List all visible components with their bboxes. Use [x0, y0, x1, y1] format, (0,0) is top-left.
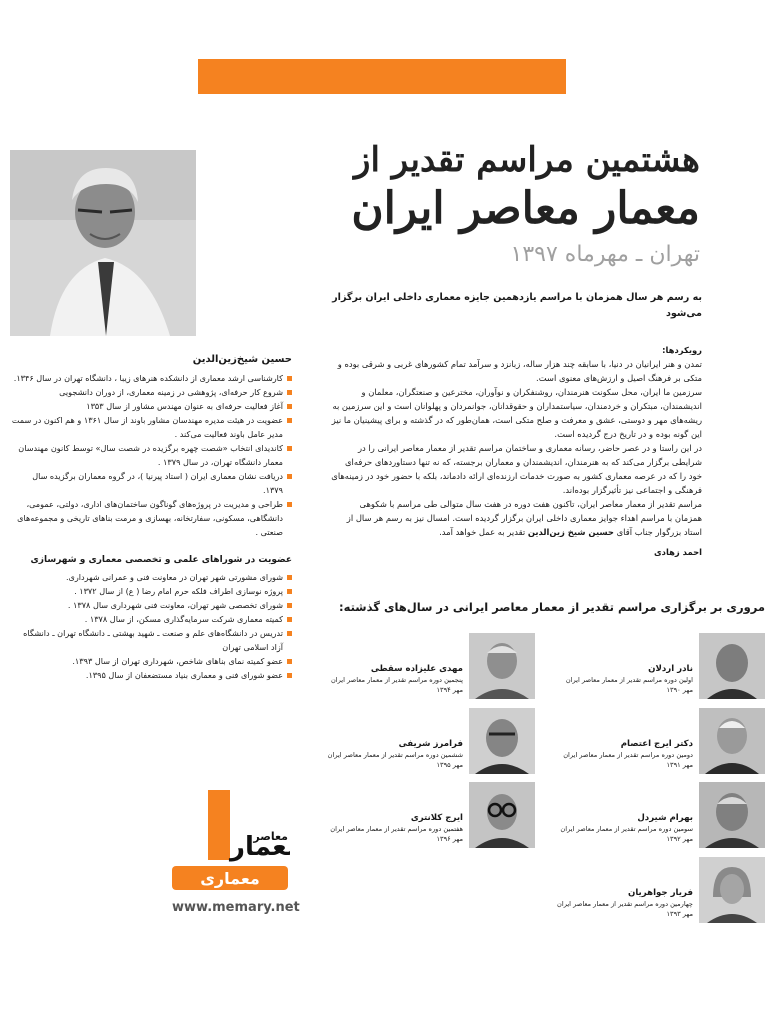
bio-item: عضویت در هیئت مدیره مهندسان مشاور باوند از سال ۱۳۶۱ و هم اکنون در سمت مدیر عامل باوند فعالیت می‌کند .: [10, 413, 292, 441]
laureate-name: دکتر ایرج اعتصام: [620, 739, 693, 749]
membership-item: پروژه نوسازی اطراف فلکه حرم امام رضا ( ع) از سال ۱۳۷۲ .: [10, 584, 292, 598]
page-title-line2: معمار معاصر ایران: [351, 183, 700, 234]
laureate-photo: [699, 782, 765, 848]
approach-paragraph-3: در این راستا و در عصر حاضر، رسانه معماری و ساختمان مراسم تقدیر از معمار معاصر ایرانی را در شرایطی برگزار می‌کند که به هنرمندان، اندیشمندان و معماران برجسته، که نه تنها دستاوردهای حرفه‌ای خود را که در عرصه معماری کشور به صورت خدمات ارزنده‌ای ارائه دادماند، بلکه با حضور خود در زمینه‌های فرهنگی و اجتماعی نیز تأثیرگزار بوده‌اند.: [331, 443, 702, 495]
logo-sub-text: معماری: [200, 869, 260, 888]
laureate-date: مهر ۱۳۹۵: [436, 761, 463, 769]
laureate-desc: ششمین دوره مراسم تقدیر از معمار معاصر ایران: [327, 751, 463, 759]
signature: احمد زهادی: [653, 547, 702, 557]
membership-list: [10, 570, 292, 682]
approach-paragraph-2: سرزمین ما ایران، محل سکونت هنرمندان، روشنفکران و نوآوران، مخترعین و صنعتگران، معلمان و اندیشمندان، مبتکران و خردمندان، سیاستمداران و حقوقدانان، جوانمردان و پهلوانان است و این سرزمین به ریشه‌های مهر و دوستی، عشق و معرفت و صلح متکی است، همان‌طور که در گذشته و برای پیشینیان ما نیز این گونه بوده و در تاریخ درج گردیده است.: [331, 387, 702, 439]
laureate-photo: [469, 708, 535, 774]
logo-url[interactable]: www.memary.net: [172, 900, 300, 915]
laureate-name: بهرام شیردل: [637, 813, 693, 823]
page-title-line1: هشتمین مراسم تقدیر از: [354, 140, 700, 180]
laureate-desc: پنجمین دوره مراسم تقدیر از معمار معاصر ایران: [330, 676, 463, 684]
laureate-photo: [699, 633, 765, 699]
bio-item: کاندیدای انتخاب «شصت چهره برگزیده در شصت سال» توسط کانون مهندسان معمار دانشگاه تهران، در سال ۱۳۷۹ .: [10, 441, 292, 469]
laureate-name: فریار جواهریان: [628, 888, 693, 898]
laureate-date: مهر ۱۳۹۲: [666, 835, 693, 843]
logo-small-text: معاصر: [253, 830, 288, 843]
bio-list: [10, 371, 292, 539]
laureate-photo: [699, 708, 765, 774]
membership-item: تدریس در دانشگاه‌های علم و صنعت ـ شهید بهشتی ـ دانشگاه تهران ـ دانشگاه آزاد اسلامی تهران: [10, 626, 292, 654]
laureate-desc: هفتمین دوره مراسم تقدیر از معمار معاصر ایران: [330, 825, 463, 833]
membership-title: عضویت در شوراهای علمی و تخصصی معماری و شهرسازی: [30, 555, 292, 565]
membership-item: کمیته معماری شرکت سرمایه‌گذاری مسکن، از سال ۱۳۷۸ .: [10, 612, 292, 626]
laureate-desc: سومین دوره مراسم تقدیر از معمار معاصر ایران: [560, 825, 693, 833]
laureate-name: ایرج کلانتری: [410, 813, 463, 823]
bio-item: دریافت نشان معماری ایران ( استاد پیرنیا )، در گروه معماران برگزیده سال ۱۳۷۹.: [10, 469, 292, 497]
laureate-date: مهر ۱۳۹۶: [436, 835, 463, 843]
membership-item: عضو شورای فنی و معماری بنیاد مستضعفان از سال ۱۳۹۵.: [10, 668, 292, 682]
approach-heading: رویکردها:: [662, 345, 702, 355]
approach-p4-part1: مراسم تقدیر از معمار معاصر ایران، تاکنون هفت دوره در هفت سال متوالی طی مراسم با شکوهی همزمان با مراسم اهداء جوایز معماری داخلی ایران برگزار گردیده است. امسال نیز به رسم هر سال از استاد بزرگوار جناب آقای: [346, 499, 702, 537]
laureate-card: [325, 708, 535, 776]
membership-item: شورای مشورتی شهر تهران در معاونت فنی و عمرانی شهرداری.: [10, 570, 292, 584]
honoree-portrait: [10, 150, 196, 336]
bio-item: آغاز فعالیت حرفه‌ای به عنوان مهندس مشاور از سال ۱۳۵۳: [10, 399, 292, 413]
laureate-name: مهدی علیزاده سقطی: [370, 664, 463, 674]
header-orange-bar: [198, 59, 566, 94]
laureate-photo: [469, 633, 535, 699]
approach-p4-part2: تقدیر به عمل خواهد آمد.: [439, 527, 526, 537]
laureate-card: [555, 857, 765, 925]
laureate-card: [325, 633, 535, 701]
bio-item: طراحی و مدیریت در پروژه‌های گوناگون ساختمان‌های اداری، دولتی، عمومی، دانشگاهی، مسکونی، سفارتخانه، بهسازی و مرمت بناهای تاریخی و مجموعه‌های صنعتی .: [10, 497, 292, 539]
laureate-date: مهر ۱۳۹۴: [436, 686, 463, 694]
laureate-desc: چهارمین دوره مراسم تقدیر از معمار معاصر ایران: [557, 900, 693, 908]
laureate-card: [555, 782, 765, 850]
bio-name: حسین شیخ‌زین‌الدین: [192, 354, 292, 365]
laureate-desc: دومین دوره مراسم تقدیر از معمار معاصر ایران: [563, 751, 693, 759]
laureate-name: نادر اردلان: [648, 664, 693, 674]
laureate-card: [555, 708, 765, 776]
laureate-desc: اولین دوره مراسم تقدیر از معمار معاصر ایران: [565, 676, 693, 684]
laureate-date: مهر ۱۳۹۰: [666, 686, 693, 694]
logo-main-text: عمار: [230, 832, 287, 862]
membership-item: عضو کمیته نمای بناهای شاخص، شهرداری تهران از سال ۱۳۹۳.: [10, 654, 292, 668]
honoree-name-inline: حسین شیخ زین‌الدین: [527, 527, 614, 537]
laureate-photo: [469, 782, 535, 848]
biography-section: [10, 353, 292, 682]
membership-item: شورای تخصصی شهر تهران، معاونت فنی شهرداری سال ۱۳۷۸ .: [10, 598, 292, 612]
bio-item: کارشناسی ارشد معماری از دانشکده هنرهای زیبا ، دانشگاه تهران در سال ۱۳۴۶.: [10, 371, 292, 385]
memary-logo: [170, 780, 290, 920]
approach-paragraph-1: تمدن و هنر ایرانیان در دنیا، با سابقه چند هزار ساله، زبانزد و سرآمد تمام کشورهای غربی و شرقی بوده و متکی بر فرهنگ اصیل و ارزش‌های معنوی است.: [337, 359, 702, 383]
page-subtitle: تهران ـ مهرماه ۱۳۹۷: [510, 242, 700, 267]
history-title: مروری بر برگزاری مراسم تقدیر از معمار معاصر ایرانی در سال‌های گذشته:: [339, 600, 765, 614]
lead-sentence: به رسم هر سال همزمان با مراسم یازدهمین جایزه معماری داخلی ایران برگزار می‌شود: [332, 292, 702, 319]
laureate-date: مهر ۱۳۹۳: [666, 910, 693, 918]
laureate-card: [325, 782, 535, 850]
bio-item: شروع کار حرفه‌ای، پژوهشی در زمینه معماری، از دوران دانشجویی: [10, 385, 292, 399]
laureate-photo: [699, 857, 765, 923]
laureate-date: مهر ۱۳۹۱: [666, 761, 693, 769]
approach-paragraph-4: [330, 497, 702, 539]
approach-section: [330, 343, 702, 559]
laureate-card: [555, 633, 765, 701]
title-block: [330, 138, 700, 272]
laureate-name: فرامرز شریفی: [398, 739, 463, 749]
